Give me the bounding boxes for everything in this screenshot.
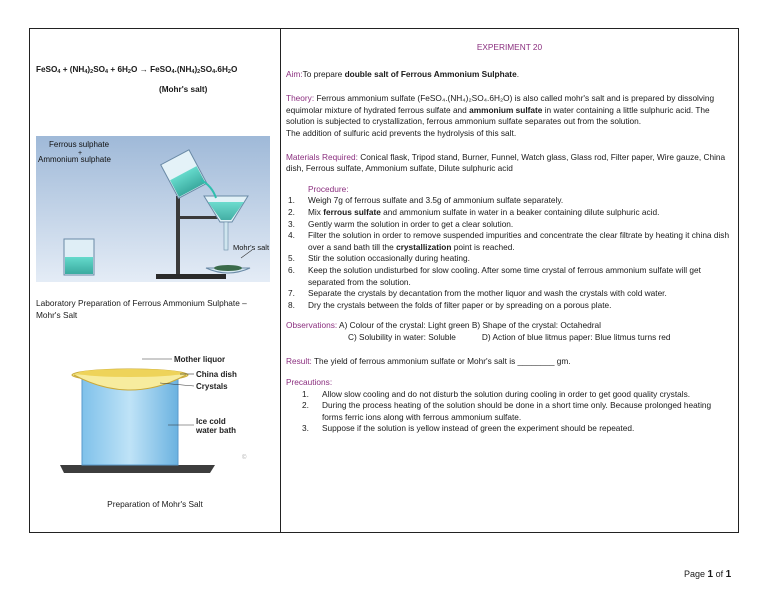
mohr-salt-label: (Mohr's salt): [159, 85, 208, 94]
theory-section: Theory: Ferrous ammonium sulfate (FeSO₄.(NH₄)₂SO₄.6H₂O) is also called mohr's salt and is prepared by dissolving equimolar mixture of hydrated ferrous sulfate and ammonium sulfate in water containing a little sulphuric acid. The solution is subjected to crystallization, ferrous ammonium sulfate separates out from the solution. The addition of sulfuric acid prevents the hydrolysis of this salt.: [286, 93, 733, 139]
experiment-title: EXPERIMENT 20: [476, 42, 543, 52]
reaction-equation: FeSO$_4$ + $(NH_4)_2SO_4 + 6H_2O$ → $FeSO_4.(NH_4)_2SO_4.6H_2O$: [36, 65, 238, 75]
label-china-dish: China dish: [196, 370, 237, 379]
crystallization-figure: [60, 347, 260, 482]
aim-label: Aim:: [286, 68, 303, 79]
theory-label: Theory:: [286, 93, 315, 104]
figure1-caption: Laboratory Preparation of Ferrous Ammonium Sulphate – Mohr's Salt: [36, 298, 247, 320]
observations-section: Observations: A) Colour of the crystal: Light green B) Shape of the crystal: Octahedral C) Solubility in water: Soluble D) Action of blue litmus paper: Blue litmus turns red: [286, 320, 671, 342]
procedure-step: 1. Weigh 7g of ferrous sulfate and 3.5g of ammonium sulfate separately.: [288, 195, 564, 206]
precaution-item: 1. Allow slow cooling and do not disturb the solution during cooling in order to get good quality crystals.: [302, 388, 691, 399]
procedure-step: 2. Mix ferrous sulfate and ammonium sulfate in water in a beaker containing dilute sulphuric acid.: [288, 206, 660, 217]
procedure-step: 5. Stir the solution occasionally during heating.: [288, 253, 470, 264]
procedure-step: 7. Separate the crystals by decantation from the mother liquor and wash the crystals with cold water.: [288, 288, 667, 299]
filtration-apparatus-figure: [36, 136, 270, 282]
label-crystals: Crystals: [196, 382, 228, 391]
result-label: Result:: [286, 356, 312, 367]
label-plus: +: [78, 150, 83, 157]
label-water-bath: water bath: [196, 426, 237, 435]
experiment-sheet: [29, 28, 739, 533]
label-ice-cold: Ice cold: [196, 417, 226, 426]
theory-line2: The addition of sulfuric acid prevents the hydrolysis of this salt.: [286, 127, 517, 138]
label-mohrs-salt: Mohr's salt: [233, 243, 270, 252]
procedure-heading: Procedure:: [308, 183, 349, 194]
label-mother-liquor: Mother liquor: [174, 355, 226, 364]
watermark: ©: [242, 455, 247, 461]
precautions-heading: Precautions:: [286, 377, 333, 388]
procedure-step: 6. Keep the solution undisturbed for slow cooling. After some time crystal of ferrous ammonium sulfate will get separated from the solution.: [288, 264, 701, 287]
procedure-step: 3. Gently warm the solution in order to get a clear solution.: [288, 218, 514, 229]
label-ferrous-sulphate: Ferrous sulphate: [49, 140, 110, 149]
precautions-list: [286, 389, 733, 435]
base-plate: [60, 465, 215, 473]
result-section: Result: The yield of ferrous ammonium sulfate or Mohr's salt is ________ gm.: [286, 356, 571, 367]
left-column: [30, 29, 280, 532]
figure2-caption: Preparation of Mohr's Salt: [107, 499, 203, 509]
procedure-step: 8. Dry the crystals between the folds of filter paper or by spreading on a porous plate.: [288, 299, 612, 310]
precaution-item: 2. During the process heating of the solution should be done in a short time only. Because prolonged heating forms ferric ions along with ferrous ammonium sulfate.: [302, 400, 712, 422]
materials-section: Materials Required: Conical flask, Tripod stand, Burner, Funnel, Watch glass, Glass rod, Filter paper, Wire gauze, China dish, Ferrous sulfate, Ammonium sulfate, Dilute sulphuric acid: [286, 151, 726, 174]
precaution-item: 3. Suppose if the solution is yellow instead of green the experiment should be repeated.: [302, 423, 635, 434]
right-column: [281, 29, 739, 532]
page-indicator: Page 1 of 1: [684, 569, 732, 580]
aim-section: Aim:To prepare double salt of Ferrous Ammonium Sulphate.: [286, 68, 520, 79]
observations-label: Observations:: [286, 320, 338, 331]
materials-label: Materials Required:: [286, 151, 358, 162]
beaker-left: [64, 239, 94, 275]
procedure-steps: [286, 195, 733, 311]
procedure-step: 4. Filter the solution in order to remove suspended impurities and concentrate the clear filtrate by heating it china dish over a sand bath till the crystallization point is reached.: [288, 230, 730, 252]
ice-water-beaker: [82, 379, 178, 465]
label-ammonium-sulphate: Ammonium sulphate: [38, 155, 111, 164]
